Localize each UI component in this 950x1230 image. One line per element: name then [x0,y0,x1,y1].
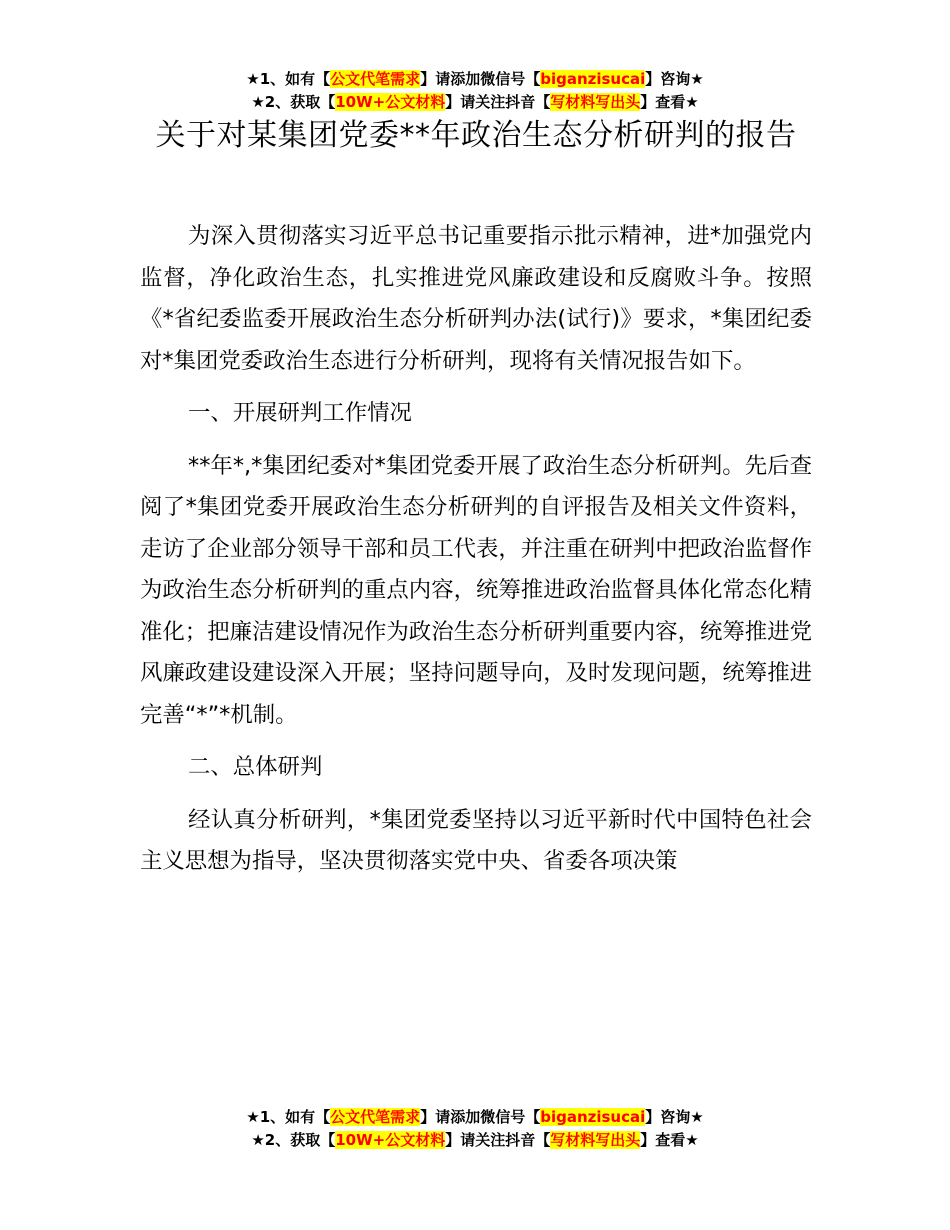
footer-promo-line-2-mid: 】请关注抖音【 [445,1131,551,1149]
footer-promo-line-2 [0,1129,950,1152]
footer-promo-highlight-douyin: 写材料写出头 [550,1131,641,1149]
promo-line-2 [0,91,950,114]
promo-line-1-mid: 】请添加微信号【 [420,70,541,88]
promo-line-1-prefix: ★1、如有【 [246,70,331,88]
footer-promo-highlight-materials: 10W+公文材料 [335,1131,446,1149]
paragraph-work-situation: **年*,*集团纪委对*集团党委开展了政治生态分析研判。先后查阅了*集团党委开展政治生态分析研判的自评报告及相关文件资料，走访了企业部分领导干部和员工代表，并注重在研判中把政治监督作为政治生态分析研判的重点内容，统筹推进政治监督具体化常态化精准化；把廉洁建设情况作为政治生态分析研判重要内容，统筹推进党风廉政建设建设深入开展；坚持问题导向，及时发现问题，统筹推进完善“*”*机制。 [140,452,812,728]
document-title: 关于对某集团党委**年政治生态分析研判的报告 [155,118,797,153]
promo-line-2-prefix: ★2、获取【 [251,93,336,111]
promo-highlight-materials: 10W+公文材料 [335,93,446,111]
footer-promo-line-1 [0,1106,950,1129]
header-promo-banner [0,68,950,114]
section-heading-1: 一、开展研判工作情况 [188,400,412,426]
document-body [140,216,812,894]
promo-highlight-ghostwriting: 公文代笔需求 [330,70,421,88]
promo-line-1-suffix: 】咨询★ [645,70,704,88]
promo-highlight-douyin: 写材料写出头 [550,93,641,111]
footer-promo-line-2-prefix: ★2、获取【 [251,1131,336,1149]
paragraph-overall-assessment: 经认真分析研判，*集团党委坚持以习近平新时代中国特色社会主义思想为指导，坚决贯彻落实党中央、省委各项决策 [140,806,812,874]
footer-promo-line-2-suffix: 】查看★ [640,1131,699,1149]
promo-line-2-mid: 】请关注抖音【 [445,93,551,111]
footer-promo-banner [0,1106,950,1152]
footer-promo-highlight-ghostwriting: 公文代笔需求 [330,1108,421,1126]
section-heading-2: 二、总体研判 [188,754,323,780]
footer-promo-line-1-suffix: 】咨询★ [645,1108,704,1126]
footer-promo-line-1-prefix: ★1、如有【 [246,1108,331,1126]
footer-promo-highlight-wechat-id: biganzisucai [540,1108,646,1126]
promo-highlight-wechat-id: biganzisucai [540,70,646,88]
footer-promo-line-1-mid: 】请添加微信号【 [420,1108,541,1126]
paragraph-intro: 为深入贯彻落实习近平总书记重要指示批示精神，进*加强党内监督，净化政治生态，扎实推进党风廉政建设和反腐败斗争。按照《*省纪委监委开展政治生态分析研判办法(试行)》要求，*集团纪委对*集团党委政治生态进行分析研判，现将有关情况报告如下。 [140,223,812,374]
promo-line-2-suffix: 】查看★ [640,93,699,111]
promo-line-1 [0,68,950,91]
